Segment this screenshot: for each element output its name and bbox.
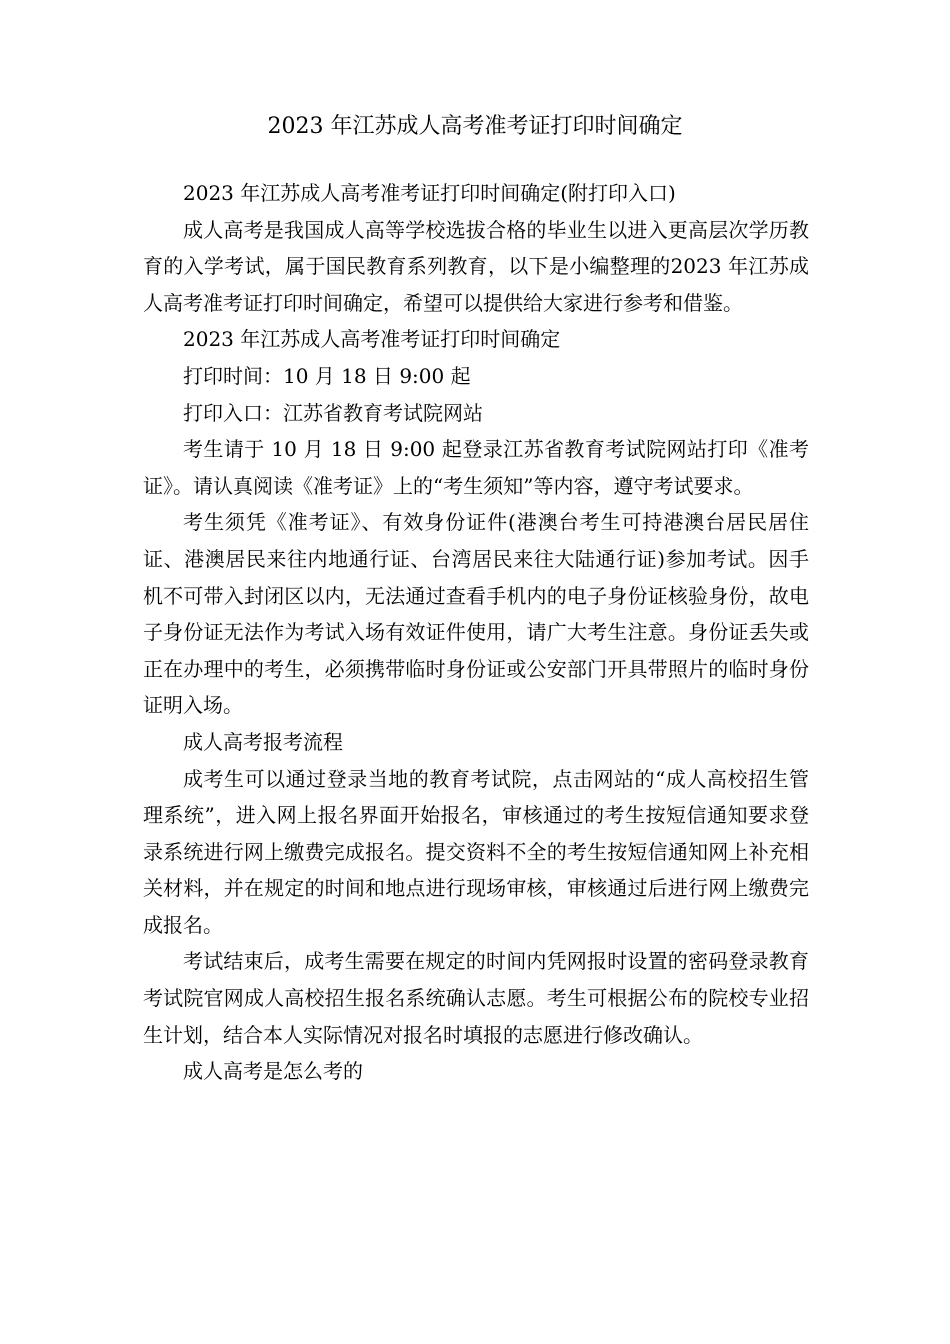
paragraph-section-heading: 2023 年江苏成人高考准考证打印时间确定	[183, 327, 561, 352]
paragraph-print-time: 打印时间：10 月 18 日 9:00 起	[183, 363, 471, 388]
paragraph-print-entry: 打印入口：江苏省教育考试院网站	[183, 400, 483, 425]
document-body	[143, 175, 809, 1090]
document-title: 2023 年江苏成人高考准考证打印时间确定	[267, 114, 683, 139]
paragraph-process-heading: 成人高考报考流程	[183, 729, 343, 754]
paragraph-registration-process: 成考生可以通过登录当地的教育考试院，点击网站的“成人高校招生管理系统”，进入网上报名界面开始报名，审核通过的考生按短信通知要求登录系统进行网上缴费完成报名。提交资料不全的考生按短信通知网上补充相关材料，并在规定的时间和地点进行现场审核，审核通过后进行网上缴费完成报名。	[143, 766, 809, 937]
paragraph-confirm-preferences: 考试结束后，成考生需要在规定的时间内凭网报时设置的密码登录教育考试院官网成人高校招生报名系统确认志愿。考生可根据公布的院校专业招生计划，结合本人实际情况对报名时填报的志愿进行修改确认。	[143, 949, 809, 1047]
paragraph-id-requirements: 考生须凭《准考证》、有效身份证件(港澳台考生可持港澳台居民居住证、港澳居民来往内地通行证、台湾居民来往大陆通行证)参加考试。因手机不可带入封闭区以内，无法通过查看手机内的电子身份证核验身份，故电子身份证无法作为考试入场有效证件使用，请广大考生注意。身份证丢失或正在办理中的考生，必须携带临时身份证或公安部门开具带照片的临时身份证明入场。	[143, 510, 809, 718]
paragraph-intro: 成人高考是我国成人高等学校选拔合格的毕业生以进入更高层次学历教育的入学考试，属于国民教育系列教育，以下是小编整理的2023 年江苏成人高考准考证打印时间确定，希望可以提供给大家进行参考和借鉴。	[143, 217, 809, 315]
paragraph-exam-heading: 成人高考是怎么考的	[183, 1059, 363, 1084]
paragraph-login-instructions: 考生请于 10 月 18 日 9:00 起登录江苏省教育考试院网站打印《准考证》。请认真阅读《准考证》上的“考生须知”等内容，遵守考试要求。	[143, 437, 809, 498]
paragraph-subtitle: 2023 年江苏成人高考准考证打印时间确定(附打印入口)	[183, 181, 676, 205]
